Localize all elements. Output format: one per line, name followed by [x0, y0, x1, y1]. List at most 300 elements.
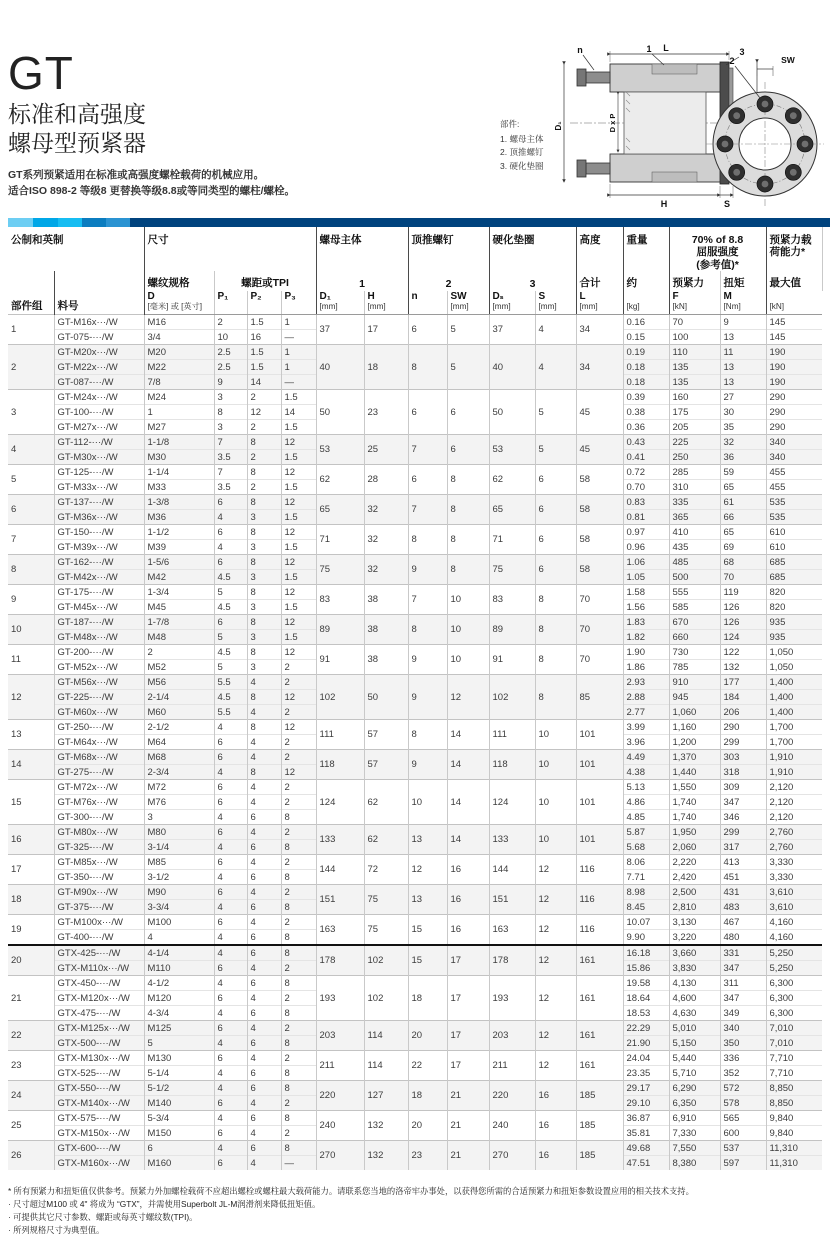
- thread-d-cell: 3/4: [144, 330, 214, 345]
- weight-cell: 0.72: [623, 465, 669, 480]
- thread-d-cell: 1-1/4: [144, 465, 214, 480]
- footnote-4: · 所列规格尺寸为典型值。: [8, 1224, 105, 1235]
- p3-cell: 1: [281, 360, 316, 375]
- preload-f-cell: 3,830: [669, 961, 720, 976]
- d1-cell: 91: [316, 645, 364, 675]
- n-cell: 18: [408, 976, 447, 1021]
- n-cell: 7: [408, 585, 447, 615]
- p2-cell: 4: [247, 915, 281, 930]
- sw-cell: 6: [447, 435, 489, 465]
- p3-cell: 12: [281, 465, 316, 480]
- p3-cell: 8: [281, 840, 316, 855]
- p2-cell: 6: [247, 810, 281, 825]
- preload-f-cell: 3,220: [669, 930, 720, 946]
- s-cell: 12: [535, 945, 576, 976]
- max-load-cell: 2,120: [766, 780, 822, 795]
- l-cell: 101: [576, 750, 623, 780]
- weight-cell: 2.77: [623, 705, 669, 720]
- sw-cell: 21: [447, 1081, 489, 1111]
- p3-cell: 1.5: [281, 480, 316, 495]
- part-group-cell: 16: [8, 825, 54, 855]
- max-load-cell: 935: [766, 630, 822, 645]
- max-load-cell: 1,050: [766, 645, 822, 660]
- thread-d-cell: M20: [144, 345, 214, 360]
- torque-m-cell: 61: [720, 495, 766, 510]
- torque-m-cell: 124: [720, 630, 766, 645]
- p3-cell: 1.5: [281, 420, 316, 435]
- thread-d-cell: 1-1/2: [144, 525, 214, 540]
- thread-d-cell: 1-3/4: [144, 585, 214, 600]
- p1-cell: 6: [214, 961, 247, 976]
- max-load-cell: 190: [766, 375, 822, 390]
- max-load-cell: 5,250: [766, 945, 822, 961]
- p1-cell: 6: [214, 525, 247, 540]
- header-group-1: 公制和英制: [8, 227, 144, 271]
- torque-m-cell: 184: [720, 690, 766, 705]
- table-row: [8, 675, 822, 690]
- header-group-4: 顶推螺钉: [408, 227, 489, 271]
- h-cell: 132: [364, 1141, 408, 1171]
- max-load-cell: 685: [766, 570, 822, 585]
- part-group-cell: 22: [8, 1021, 54, 1051]
- ds-cell: 53: [489, 435, 535, 465]
- p1-cell: 4.5: [214, 570, 247, 585]
- n-cell: 20: [408, 1111, 447, 1141]
- preload-f-cell: 6,350: [669, 1096, 720, 1111]
- h-cell: 114: [364, 1051, 408, 1081]
- part-group-cell: 8: [8, 555, 54, 585]
- preload-f-cell: 100: [669, 330, 720, 345]
- max-load-cell: 6,300: [766, 991, 822, 1006]
- p3-cell: —: [281, 330, 316, 345]
- weight-cell: 1.06: [623, 555, 669, 570]
- legend-item-nut-body: 1. 螺母主体: [500, 133, 544, 144]
- sw-cell: 14: [447, 720, 489, 750]
- sw-cell: 17: [447, 1051, 489, 1081]
- part-number-cell: GT-M64x···/W: [54, 735, 144, 750]
- thread-d-cell: M52: [144, 660, 214, 675]
- torque-m-cell: 206: [720, 705, 766, 720]
- thread-d-cell: M42: [144, 570, 214, 585]
- thread-d-cell: M39: [144, 540, 214, 555]
- torque-m-cell: 578: [720, 1096, 766, 1111]
- p2-cell: 8: [247, 765, 281, 780]
- sw-cell: 14: [447, 780, 489, 825]
- max-load-cell: 610: [766, 525, 822, 540]
- max-load-cell: 340: [766, 435, 822, 450]
- table-row: [8, 1141, 822, 1156]
- weight-cell: 16.18: [623, 945, 669, 961]
- s-cell: 10: [535, 750, 576, 780]
- p1-cell: 5: [214, 585, 247, 600]
- p1-cell: 7: [214, 465, 247, 480]
- thread-d-cell: 1-7/8: [144, 615, 214, 630]
- p3-cell: 2: [281, 1051, 316, 1066]
- max-load-cell: 8,850: [766, 1096, 822, 1111]
- l-cell: 45: [576, 435, 623, 465]
- s-cell: 6: [535, 555, 576, 585]
- table-row: [8, 855, 822, 870]
- header-group-3: 螺母主体: [316, 227, 408, 271]
- p2-cell: 4: [247, 1021, 281, 1036]
- preload-f-cell: 3,130: [669, 915, 720, 930]
- thread-d-cell: 4-3/4: [144, 1006, 214, 1021]
- p1-cell: 4: [214, 1006, 247, 1021]
- s-cell: 5: [535, 435, 576, 465]
- preload-f-cell: 135: [669, 375, 720, 390]
- part-number-cell: GT-M76x···/W: [54, 795, 144, 810]
- ds-cell: 211: [489, 1051, 535, 1081]
- legend-item-jackscrew: 2. 顶推螺钉: [500, 147, 544, 158]
- p3-cell: 12: [281, 435, 316, 450]
- preload-f-cell: 410: [669, 525, 720, 540]
- callout-washer: 3: [739, 47, 745, 57]
- part-group-cell: 9: [8, 585, 54, 615]
- legend-item-washer: 3. 硬化垫圈: [500, 160, 544, 171]
- sw-cell: 21: [447, 1111, 489, 1141]
- s-cell: 12: [535, 976, 576, 1021]
- part-number-cell: GTX-M140x···/W: [54, 1096, 144, 1111]
- h-cell: 50: [364, 675, 408, 720]
- parts-legend: [500, 118, 543, 173]
- weight-cell: 0.81: [623, 510, 669, 525]
- part-number-cell: GTX-M150x···/W: [54, 1126, 144, 1141]
- torque-m-cell: 451: [720, 870, 766, 885]
- p2-cell: 3: [247, 570, 281, 585]
- p1-cell: 6: [214, 855, 247, 870]
- thread-d-cell: M120: [144, 991, 214, 1006]
- preload-f-cell: 485: [669, 555, 720, 570]
- sw-cell: 14: [447, 750, 489, 780]
- p1-cell: 5.5: [214, 705, 247, 720]
- torque-m-cell: 69: [720, 540, 766, 555]
- weight-cell: 0.41: [623, 450, 669, 465]
- table-row: [8, 345, 822, 360]
- dim-label-d1: D₁: [554, 121, 563, 131]
- dim-label-n: n: [577, 45, 583, 55]
- p2-cell: 4: [247, 705, 281, 720]
- max-load-cell: 2,120: [766, 795, 822, 810]
- p2-cell: 2: [247, 450, 281, 465]
- part-number-cell: GT-M100x···/W: [54, 915, 144, 930]
- p2-cell: 3: [247, 600, 281, 615]
- torque-m-cell: 299: [720, 735, 766, 750]
- max-load-cell: 1,910: [766, 765, 822, 780]
- l-cell: 185: [576, 1081, 623, 1111]
- ds-cell: 203: [489, 1021, 535, 1051]
- p1-cell: 6: [214, 615, 247, 630]
- preload-f-cell: 250: [669, 450, 720, 465]
- part-number-cell: GT-M16x···/W: [54, 315, 144, 330]
- max-load-cell: 145: [766, 315, 822, 330]
- n-cell: 9: [408, 675, 447, 720]
- table-row: [8, 465, 822, 480]
- max-load-cell: 1,400: [766, 705, 822, 720]
- thread-d-cell: M150: [144, 1126, 214, 1141]
- col-header-preload: 预紧力: [669, 271, 720, 291]
- torque-m-cell: 349: [720, 1006, 766, 1021]
- p2-cell: 6: [247, 976, 281, 991]
- accent-bar-segment: [8, 218, 33, 227]
- max-load-cell: 7,010: [766, 1036, 822, 1051]
- table-row: [8, 1111, 822, 1126]
- p3-cell: 2: [281, 961, 316, 976]
- weight-cell: 0.39: [623, 390, 669, 405]
- part-number-cell: GT-150-···/W: [54, 525, 144, 540]
- max-load-cell: 7,710: [766, 1066, 822, 1081]
- part-number-cell: GT-087-···/W: [54, 375, 144, 390]
- part-number-cell: GT-M80x···/W: [54, 825, 144, 840]
- sw-cell: 12: [447, 675, 489, 720]
- thread-d-cell: 5-1/4: [144, 1066, 214, 1081]
- max-load-cell: 5,250: [766, 961, 822, 976]
- preload-f-cell: 2,420: [669, 870, 720, 885]
- accent-bar-segment: [82, 218, 106, 227]
- weight-cell: 35.81: [623, 1126, 669, 1141]
- thread-d-cell: M85: [144, 855, 214, 870]
- sw-cell: 6: [447, 390, 489, 435]
- weight-cell: 10.07: [623, 915, 669, 930]
- thread-d-cell: 7/8: [144, 375, 214, 390]
- col-header-approx: 约: [623, 271, 669, 291]
- l-cell: 161: [576, 1021, 623, 1051]
- p1-cell: 4: [214, 900, 247, 915]
- p3-cell: 14: [281, 405, 316, 420]
- title-block: [8, 47, 296, 199]
- n-cell: 8: [408, 615, 447, 645]
- p3-cell: 2: [281, 825, 316, 840]
- max-load-cell: 4,160: [766, 915, 822, 930]
- part-number-cell: GT-225-···/W: [54, 690, 144, 705]
- weight-cell: 18.64: [623, 991, 669, 1006]
- p2-cell: 6: [247, 1066, 281, 1081]
- max-load-cell: 290: [766, 390, 822, 405]
- weight-cell: 19.58: [623, 976, 669, 991]
- part-number-cell: GT-100-···/W: [54, 405, 144, 420]
- p1-cell: 6: [214, 1021, 247, 1036]
- max-load-cell: 9,840: [766, 1126, 822, 1141]
- preload-f-cell: 585: [669, 600, 720, 615]
- torque-m-cell: 340: [720, 1021, 766, 1036]
- n-cell: 13: [408, 885, 447, 915]
- part-number-cell: GT-400-···/W: [54, 930, 144, 946]
- thread-d-cell: 3-1/4: [144, 840, 214, 855]
- s-cell: 12: [535, 915, 576, 946]
- part-number-cell: GT-375-···/W: [54, 900, 144, 915]
- n-cell: 7: [408, 435, 447, 465]
- preload-f-cell: 1,370: [669, 750, 720, 765]
- part-number-cell: GT-M24x···/W: [54, 390, 144, 405]
- part-number-cell: GTX-525-···/W: [54, 1066, 144, 1081]
- preload-f-cell: 1,740: [669, 795, 720, 810]
- p3-cell: 1.5: [281, 450, 316, 465]
- weight-cell: 0.70: [623, 480, 669, 495]
- preload-f-cell: 435: [669, 540, 720, 555]
- thread-d-cell: 2: [144, 645, 214, 660]
- n-cell: 8: [408, 345, 447, 390]
- table-row: [8, 720, 822, 735]
- sw-cell: 10: [447, 645, 489, 675]
- p2-cell: 8: [247, 465, 281, 480]
- n-cell: 15: [408, 945, 447, 976]
- d1-cell: 65: [316, 495, 364, 525]
- l-cell: 58: [576, 495, 623, 525]
- part-number-cell: GT-M52x···/W: [54, 660, 144, 675]
- max-load-cell: 1,700: [766, 720, 822, 735]
- preload-f-cell: 2,500: [669, 885, 720, 900]
- d1-cell: 211: [316, 1051, 364, 1081]
- torque-m-cell: 299: [720, 825, 766, 840]
- torque-m-cell: 346: [720, 810, 766, 825]
- d1-cell: 240: [316, 1111, 364, 1141]
- sw-cell: 8: [447, 525, 489, 555]
- p3-cell: 2: [281, 1021, 316, 1036]
- p1-cell: 4: [214, 810, 247, 825]
- p2-cell: 1.5: [247, 345, 281, 360]
- preload-f-cell: 4,630: [669, 1006, 720, 1021]
- l-cell: 34: [576, 315, 623, 345]
- part-group-cell: 1: [8, 315, 54, 345]
- p3-cell: 12: [281, 615, 316, 630]
- ds-cell: 91: [489, 645, 535, 675]
- l-cell: 116: [576, 885, 623, 915]
- l-cell: 70: [576, 645, 623, 675]
- p1-cell: 5.5: [214, 675, 247, 690]
- table-row: [8, 555, 822, 570]
- d1-cell: 163: [316, 915, 364, 946]
- p1-cell: 3: [214, 390, 247, 405]
- table-row: [8, 1021, 822, 1036]
- max-load-cell: 11,310: [766, 1141, 822, 1156]
- s-cell: 8: [535, 645, 576, 675]
- weight-cell: 15.86: [623, 961, 669, 976]
- torque-m-cell: 36: [720, 450, 766, 465]
- n-cell: 8: [408, 525, 447, 555]
- l-cell: 116: [576, 915, 623, 946]
- weight-cell: 1.82: [623, 630, 669, 645]
- part-number-cell: GT-M22x···/W: [54, 360, 144, 375]
- h-cell: 32: [364, 525, 408, 555]
- d1-cell: 83: [316, 585, 364, 615]
- p3-cell: 12: [281, 525, 316, 540]
- sw-cell: 17: [447, 945, 489, 976]
- part-number-cell: GT-M33x···/W: [54, 480, 144, 495]
- h-cell: 132: [364, 1111, 408, 1141]
- thread-d-cell: M76: [144, 795, 214, 810]
- part-group-cell: 11: [8, 645, 54, 675]
- torque-m-cell: 318: [720, 765, 766, 780]
- part-group-cell: 13: [8, 720, 54, 750]
- max-load-cell: 1,400: [766, 690, 822, 705]
- max-load-cell: 3,330: [766, 870, 822, 885]
- l-cell: 161: [576, 945, 623, 976]
- p2-cell: 14: [247, 375, 281, 390]
- p2-cell: 8: [247, 615, 281, 630]
- max-load-cell: 1,700: [766, 735, 822, 750]
- preload-f-cell: 7,550: [669, 1141, 720, 1156]
- p2-cell: 4: [247, 885, 281, 900]
- weight-cell: 8.98: [623, 885, 669, 900]
- weight-cell: 0.19: [623, 345, 669, 360]
- torque-m-cell: 13: [720, 375, 766, 390]
- jackscrew-top: [586, 72, 610, 83]
- weight-cell: 0.38: [623, 405, 669, 420]
- weight-cell: 2.88: [623, 690, 669, 705]
- p1-cell: 8: [214, 405, 247, 420]
- table-row: [8, 1051, 822, 1066]
- torque-m-cell: 13: [720, 360, 766, 375]
- p3-cell: 8: [281, 1006, 316, 1021]
- part-number-cell: GT-162-···/W: [54, 555, 144, 570]
- weight-cell: 9.90: [623, 930, 669, 946]
- h-cell: 75: [364, 885, 408, 915]
- part-number-cell: GTX-425-···/W: [54, 945, 144, 961]
- thread-d-cell: M68: [144, 750, 214, 765]
- max-load-cell: 11,310: [766, 1156, 822, 1171]
- part-number-cell: GT-175-···/W: [54, 585, 144, 600]
- s-cell: 16: [535, 1141, 576, 1171]
- page-title: GT: [8, 47, 74, 99]
- p1-cell: 4: [214, 1066, 247, 1081]
- s-cell: 4: [535, 315, 576, 345]
- jackscrew-bottom: [586, 163, 610, 174]
- preload-f-cell: 670: [669, 615, 720, 630]
- p2-cell: 6: [247, 870, 281, 885]
- thread-d-cell: M110: [144, 961, 214, 976]
- h-cell: 23: [364, 390, 408, 435]
- weight-cell: 0.36: [623, 420, 669, 435]
- preload-f-cell: 225: [669, 435, 720, 450]
- p3-cell: 8: [281, 870, 316, 885]
- p2-cell: 4: [247, 675, 281, 690]
- preload-f-cell: 160: [669, 390, 720, 405]
- col-header-jackscrew-2: 2: [408, 271, 489, 291]
- weight-cell: 5.13: [623, 780, 669, 795]
- part-number-cell: GTX-500-···/W: [54, 1036, 144, 1051]
- thread-d-cell: M45: [144, 600, 214, 615]
- dim-label-sw: SW: [781, 55, 795, 65]
- max-load-cell: 820: [766, 585, 822, 600]
- col-unit-d: D [毫米] 或 [英寸]: [144, 291, 214, 315]
- p1-cell: 4: [214, 840, 247, 855]
- thread-d-cell: M48: [144, 630, 214, 645]
- ds-cell: 102: [489, 675, 535, 720]
- weight-cell: 49.68: [623, 1141, 669, 1156]
- n-cell: 15: [408, 915, 447, 946]
- table-row: [8, 615, 822, 630]
- torque-m-cell: 126: [720, 615, 766, 630]
- torque-m-cell: 65: [720, 480, 766, 495]
- description-line-2: 适合ISO 898-2 等级8 更替换等级8.8或等同类型的螺柱/螺栓。: [8, 185, 296, 198]
- p3-cell: 8: [281, 976, 316, 991]
- sw-cell: 10: [447, 615, 489, 645]
- weight-cell: 0.97: [623, 525, 669, 540]
- preload-f-cell: 4,600: [669, 991, 720, 1006]
- p2-cell: 6: [247, 930, 281, 946]
- subtitle-line-1: 标准和高强度: [8, 101, 146, 127]
- p3-cell: 12: [281, 690, 316, 705]
- preload-f-cell: 335: [669, 495, 720, 510]
- p3-cell: 2: [281, 885, 316, 900]
- part-number-cell: GTX-M125x···/W: [54, 1021, 144, 1036]
- preload-f-cell: 1,950: [669, 825, 720, 840]
- p2-cell: 6: [247, 1036, 281, 1051]
- sw-cell: 8: [447, 465, 489, 495]
- part-number-cell: GTX-600-···/W: [54, 1141, 144, 1156]
- weight-cell: 7.71: [623, 870, 669, 885]
- preload-f-cell: 6,290: [669, 1081, 720, 1096]
- preload-f-cell: 6,910: [669, 1111, 720, 1126]
